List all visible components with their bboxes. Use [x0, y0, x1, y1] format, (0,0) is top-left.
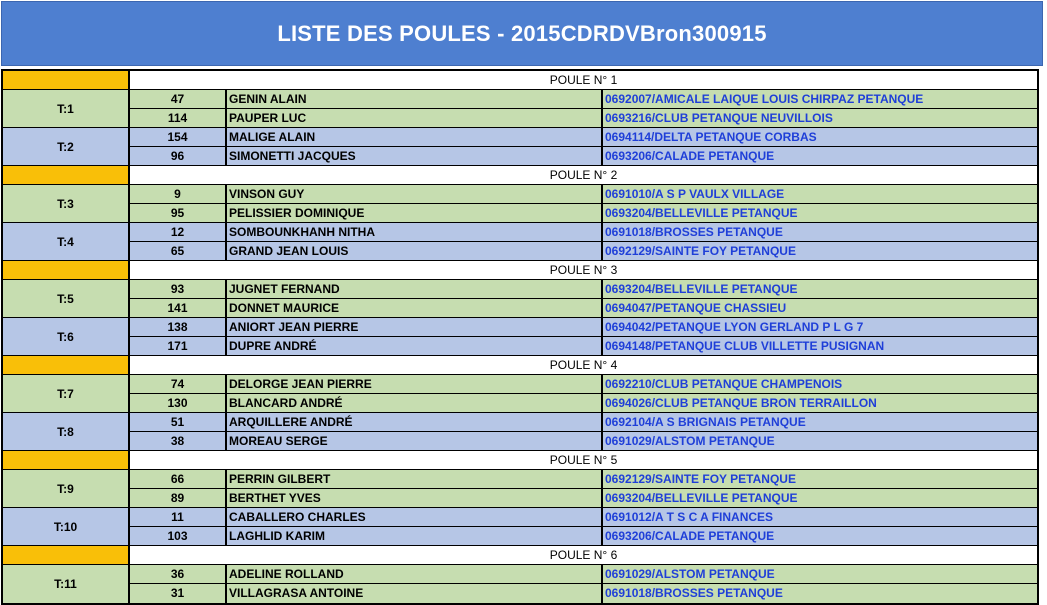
poule-header-row	[3, 261, 1037, 280]
club-link[interactable]: 0692210/CLUB PETANQUE CHAMPENOIS	[605, 377, 843, 391]
team-label: T:1	[3, 90, 130, 128]
player-number: 171	[130, 337, 227, 355]
table-row	[130, 90, 1037, 109]
club-link[interactable]: 0692104/A S BRIGNAIS PETANQUE	[605, 415, 806, 429]
team-label: T:5	[3, 280, 130, 318]
team-label: T:11	[3, 565, 130, 603]
player-name: SIMONETTI JACQUES	[227, 147, 603, 165]
team-label: T:8	[3, 413, 130, 451]
team-block	[3, 185, 1037, 223]
club-link[interactable]: 0692129/SAINTE FOY PETANQUE	[605, 472, 796, 486]
team-label: T:10	[3, 508, 130, 546]
table-row	[130, 489, 1037, 508]
poule-header-row	[3, 546, 1037, 565]
player-name: PERRIN GILBERT	[227, 470, 603, 488]
player-number: 9	[130, 185, 227, 203]
poule-header-row	[3, 356, 1037, 375]
table-row	[130, 223, 1037, 242]
table-row	[130, 432, 1037, 451]
player-number: 138	[130, 318, 227, 336]
player-number: 66	[130, 470, 227, 488]
player-name: GRAND JEAN LOUIS	[227, 242, 603, 260]
table-row	[130, 413, 1037, 432]
club-link[interactable]: 0692007/AMICALE LAIQUE LOUIS CHIRPAZ PETANQUE	[605, 92, 924, 106]
player-name: JUGNET FERNAND	[227, 280, 603, 298]
poule-header-row	[3, 451, 1037, 470]
player-name: CABALLERO CHARLES	[227, 508, 603, 526]
table-row	[130, 242, 1037, 261]
player-number: 51	[130, 413, 227, 431]
table-row	[130, 584, 1037, 603]
player-name: BERTHET YVES	[227, 489, 603, 507]
table-row	[130, 280, 1037, 299]
table-row	[130, 527, 1037, 546]
club-link[interactable]: 0694042/PETANQUE LYON GERLAND P L G 7	[605, 320, 864, 334]
team-label: T:3	[3, 185, 130, 223]
team-block	[3, 280, 1037, 318]
table-row	[130, 185, 1037, 204]
table-row	[130, 147, 1037, 166]
table-row	[130, 470, 1037, 489]
poule-header-row	[3, 71, 1037, 90]
player-number: 130	[130, 394, 227, 412]
poule-label: POULE N° 3	[130, 261, 1037, 279]
player-name: BLANCARD ANDRÉ	[227, 394, 603, 412]
club-link[interactable]: 0694026/CLUB PETANQUE BRON TERRAILLON	[605, 396, 877, 410]
player-number: 93	[130, 280, 227, 298]
team-block	[3, 565, 1037, 603]
poule-marker	[3, 356, 130, 374]
team-label: T:2	[3, 128, 130, 166]
team-block	[3, 413, 1037, 451]
poule-marker	[3, 546, 130, 564]
team-block	[3, 470, 1037, 508]
poule-label: POULE N° 6	[130, 546, 1037, 564]
player-number: 95	[130, 204, 227, 222]
player-name: SOMBOUNKHANH NITHA	[227, 223, 603, 241]
player-number: 89	[130, 489, 227, 507]
table-row	[130, 375, 1037, 394]
player-name: ADELINE ROLLAND	[227, 565, 603, 583]
club-link[interactable]: 0693204/BELLEVILLE PETANQUE	[605, 206, 798, 220]
player-name: DELORGE JEAN PIERRE	[227, 375, 603, 393]
team-block	[3, 375, 1037, 413]
player-name: VINSON GUY	[227, 185, 603, 203]
player-number: 74	[130, 375, 227, 393]
club-link[interactable]: 0691010/A S P VAULX VILLAGE	[605, 187, 785, 201]
club-link[interactable]: 0691018/BROSSES PETANQUE	[605, 225, 783, 239]
club-link[interactable]: 0693216/CLUB PETANQUE NEUVILLOIS	[605, 111, 833, 125]
player-name: LAGHLID KARIM	[227, 527, 603, 545]
player-number: 12	[130, 223, 227, 241]
club-link[interactable]: 0693206/CALADE PETANQUE	[605, 149, 775, 163]
player-name: MALIGE ALAIN	[227, 128, 603, 146]
player-name: PELISSIER DOMINIQUE	[227, 204, 603, 222]
player-name: DONNET MAURICE	[227, 299, 603, 317]
player-number: 96	[130, 147, 227, 165]
club-link[interactable]: 0693204/BELLEVILLE PETANQUE	[605, 282, 798, 296]
player-name: PAUPER LUC	[227, 109, 603, 127]
table-row	[130, 337, 1037, 356]
poule-label: POULE N° 1	[130, 71, 1037, 89]
player-name: GENIN ALAIN	[227, 90, 603, 108]
player-number: 103	[130, 527, 227, 545]
player-number: 11	[130, 508, 227, 526]
player-number: 38	[130, 432, 227, 450]
player-name: ANIORT JEAN PIERRE	[227, 318, 603, 336]
player-name: DUPRE ANDRÉ	[227, 337, 603, 355]
team-block	[3, 318, 1037, 356]
table-row	[130, 299, 1037, 318]
table-row	[130, 565, 1037, 584]
poule-marker	[3, 261, 130, 279]
club-link[interactable]: 0691018/BROSSES PETANQUE	[605, 586, 783, 600]
poule-marker	[3, 71, 130, 89]
team-label: T:9	[3, 470, 130, 508]
poule-header-row	[3, 166, 1037, 185]
team-block	[3, 508, 1037, 546]
team-block	[3, 223, 1037, 261]
club-link[interactable]: 0694114/DELTA PETANQUE CORBAS	[605, 130, 817, 144]
club-link[interactable]: 0691029/ALSTOM PETANQUE	[605, 434, 775, 448]
player-number: 114	[130, 109, 227, 127]
club-link[interactable]: 0691029/ALSTOM PETANQUE	[605, 567, 775, 581]
team-label: T:7	[3, 375, 130, 413]
player-name: MOREAU SERGE	[227, 432, 603, 450]
club-link[interactable]: 0694047/PETANQUE CHASSIEU	[605, 301, 787, 315]
table-row	[130, 508, 1037, 527]
player-number: 36	[130, 565, 227, 583]
club-link[interactable]: 0693204/BELLEVILLE PETANQUE	[605, 491, 798, 505]
team-label: T:4	[3, 223, 130, 261]
poules-table	[1, 69, 1039, 605]
player-number: 31	[130, 584, 227, 603]
player-name: VILLAGRASA ANTOINE	[227, 584, 603, 603]
player-number: 65	[130, 242, 227, 260]
poule-label: POULE N° 2	[130, 166, 1037, 184]
page-title: LISTE DES POULES - 2015CDRDVBron300915	[1, 1, 1043, 66]
table-row	[130, 394, 1037, 413]
club-link[interactable]: 0693206/CALADE PETANQUE	[605, 529, 775, 543]
table-row	[130, 128, 1037, 147]
team-block	[3, 90, 1037, 128]
poule-marker	[3, 166, 130, 184]
player-number: 47	[130, 90, 227, 108]
player-number: 141	[130, 299, 227, 317]
table-row	[130, 204, 1037, 223]
club-link[interactable]: 0694148/PETANQUE CLUB VILLETTE PUSIGNAN	[605, 339, 885, 353]
table-row	[130, 318, 1037, 337]
table-row	[130, 109, 1037, 128]
player-name: ARQUILLERE ANDRÉ	[227, 413, 603, 431]
team-block	[3, 128, 1037, 166]
poule-label: POULE N° 5	[130, 451, 1037, 469]
poule-marker	[3, 451, 130, 469]
team-label: T:6	[3, 318, 130, 356]
poule-label: POULE N° 4	[130, 356, 1037, 374]
club-link[interactable]: 0692129/SAINTE FOY PETANQUE	[605, 244, 796, 258]
player-number: 154	[130, 128, 227, 146]
club-link[interactable]: 0691012/A T S C A FINANCES	[605, 510, 774, 524]
